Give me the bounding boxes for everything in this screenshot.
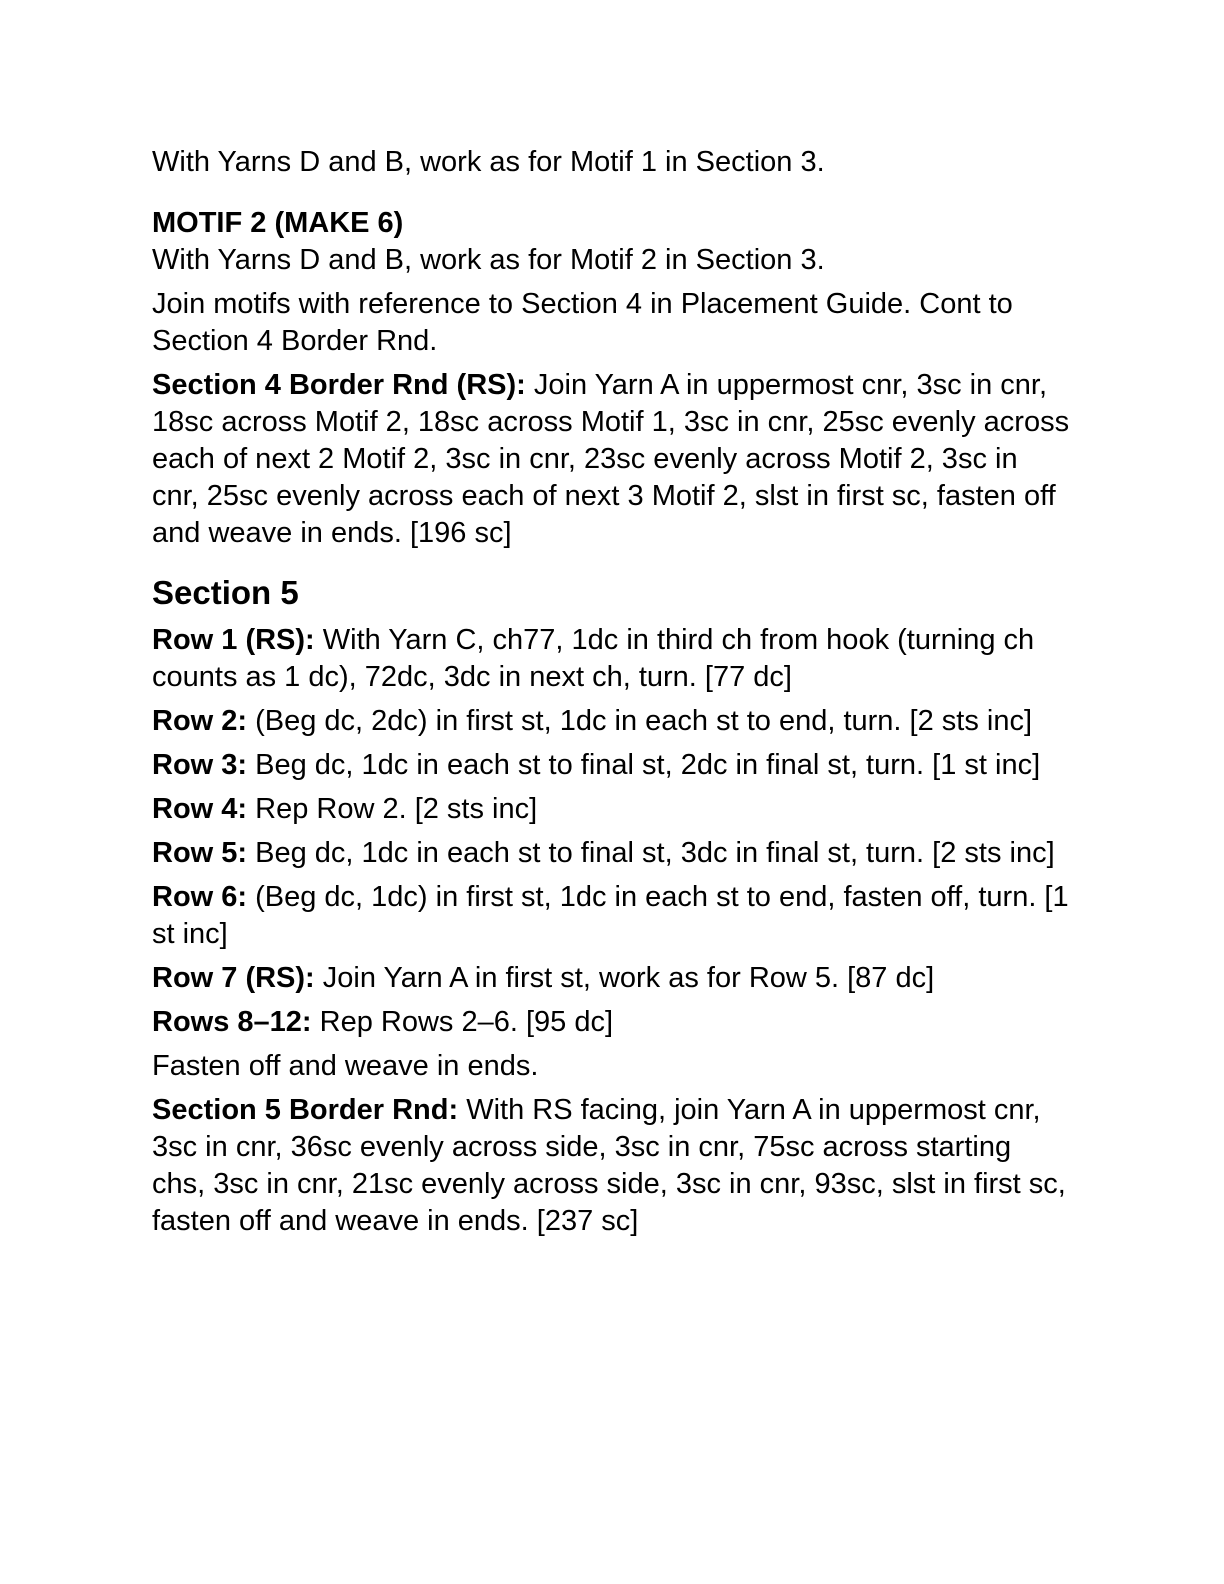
row-5-text: Beg dc, 1dc in each st to final st, 3dc in final st, turn. [2 sts inc] [247,837,1055,869]
row-3-label: Row 3: [152,749,248,781]
row-2-text: (Beg dc, 2dc) in first st, 1dc in each st to end, turn. [2 sts inc] [247,705,1033,737]
section-5-border-rnd-paragraph [152,1092,1072,1240]
row-7-text: Join Yarn A in first st, work as for Row 5. [87 dc] [314,962,935,994]
row-3-text: Beg dc, 1dc in each st to final st, 2dc in final st, turn. [1 st inc] [247,749,1041,781]
row-1-label: Row 1 (RS): [152,624,315,656]
rows-8-12-label: Rows 8–12: [152,1006,312,1038]
row-1-text: With Yarn C, ch77, 1dc in third ch from hook (turning ch counts as 1 dc), 72dc, 3dc in next ch, turn. [77 dc] [152,624,1035,693]
crochet-pattern-text [152,144,1072,1247]
section-4-border-rnd-text: Join Yarn A in uppermost cnr, 3sc in cnr, 18sc across Motif 2, 18sc across Motif 1, 3sc in cnr, 25sc evenly across each of next 2 Motif 2, 3sc in cnr, 23sc evenly across Motif 2, 3sc in cnr, 25sc evenly across each of next 3 Motif 2, slst in first sc, fasten off and weave in ends. [196 sc] [152,369,1070,549]
row-4-text: Rep Row 2. [2 sts inc] [247,793,538,825]
row-4-paragraph [152,791,1072,828]
row-5-label: Row 5: [152,837,248,869]
row-5-paragraph [152,835,1072,872]
motif-2-subheading: MOTIF 2 (MAKE 6) [152,207,404,239]
motif-2-instruction: With Yarns D and B, work as for Motif 2 in Section 3. [152,244,825,276]
section-5-border-rnd-label: Section 5 Border Rnd: [152,1094,459,1126]
row-7-paragraph [152,960,1072,997]
rows-8-12-text: Rep Rows 2–6. [95 dc] [311,1006,614,1038]
rows-8-12-paragraph [152,1004,1072,1041]
section-5-heading: Section 5 [152,574,299,611]
row-6-paragraph [152,879,1072,953]
join-motifs-paragraph: Join motifs with reference to Section 4 in Placement Guide. Cont to Section 4 Border Rnd. [152,288,1013,357]
row-1-paragraph [152,622,1072,696]
section-5-border-rnd-text: With RS facing, join Yarn A in uppermost cnr, 3sc in cnr, 36sc evenly across side, 3sc in cnr, 75sc across starting chs, 3sc in cnr, 21sc evenly across side, 3sc in cnr, 93sc, slst in first sc, fasten off and weave in ends. [237 sc] [152,1094,1066,1237]
row-6-text: (Beg dc, 1dc) in first st, 1dc in each st to end, fasten off, turn. [1 st inc] [152,881,1069,950]
row-6-label: Row 6: [152,881,248,913]
section-4-border-rnd-paragraph [152,367,1072,552]
row-4-label: Row 4: [152,793,248,825]
row-7-label: Row 7 (RS): [152,962,315,994]
fasten-off-paragraph: Fasten off and weave in ends. [152,1050,539,1082]
row-2-paragraph [152,703,1072,740]
section-4-border-rnd-label: Section 4 Border Rnd (RS): [152,369,526,401]
row-2-label: Row 2: [152,705,248,737]
row-3-paragraph [152,747,1072,784]
intro-paragraph: With Yarns D and B, work as for Motif 1 in Section 3. [152,146,825,178]
